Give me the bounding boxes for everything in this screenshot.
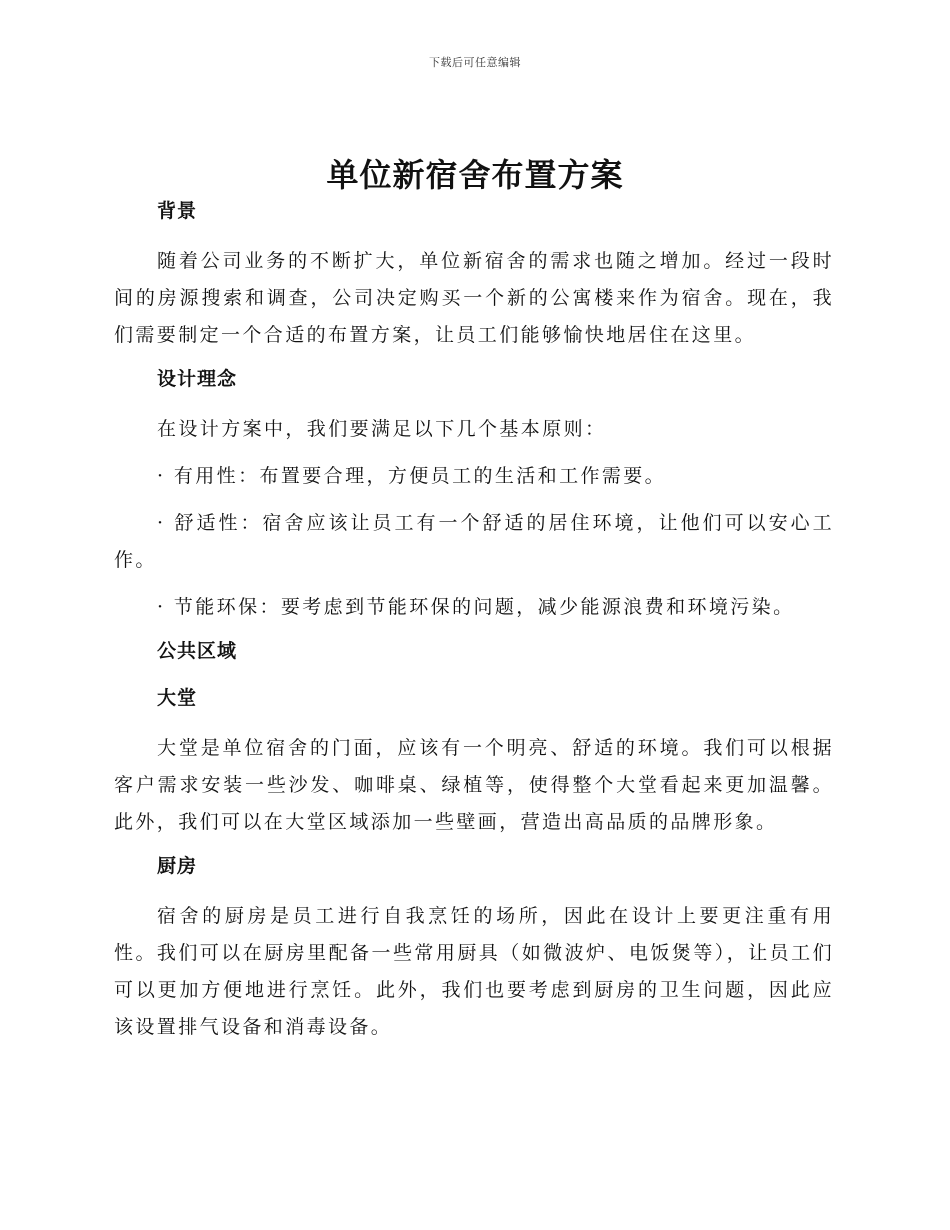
paragraph-background: 随着公司业务的不断扩大，单位新宿舍的需求也随之增加。经过一段时间的房源搜索和调查，公司决定购买一个新的公寓楼来作为宿舍。现在，我们需要制定一个合适的布置方案，让员工们能够愉快地居住在这里。 [114,250,834,346]
bullet-usefulness: · 有用性：布置要合理，方便员工的生活和工作需要。 [157,465,667,487]
heading-lobby: 大堂 [157,687,198,709]
document-body [114,196,834,1056]
heading-public-area: 公共区域 [157,640,238,662]
page-title: 单位新宿舍布置方案 [326,156,624,194]
heading-design: 设计理念 [157,368,238,390]
heading-kitchen: 厨房 [157,855,198,877]
bullet-comfort: · 舒适性：宿舍应该让员工有一个舒适的居住环境，让他们可以安心工作。 [114,512,834,571]
paragraph-design-intro: 在设计方案中，我们要满足以下几个基本原则： [157,418,607,440]
paragraph-lobby: 大堂是单位宿舍的门面，应该有一个明亮、舒适的环境。我们可以根据客户需求安装一些沙发、咖啡桌、绿植等，使得整个大堂看起来更加温馨。此外，我们可以在大堂区域添加一些壁画，营造出高品质的品牌形象。 [114,737,834,833]
header-note: 下载后可任意编辑 [429,56,521,69]
heading-background: 背景 [157,200,198,222]
bullet-energy-saving: · 节能环保：要考虑到节能环保的问题，减少能源浪费和环境污染。 [157,596,795,618]
paragraph-kitchen: 宿舍的厨房是员工进行自我烹饪的场所，因此在设计上要更注重有用性。我们可以在厨房里配备一些常用厨具（如微波炉、电饭煲等），让员工们可以更加方便地进行烹饪。此外，我们也要考虑到厨房的卫生问题，因此应该设置排气设备和消毒设备。 [114,905,834,1038]
